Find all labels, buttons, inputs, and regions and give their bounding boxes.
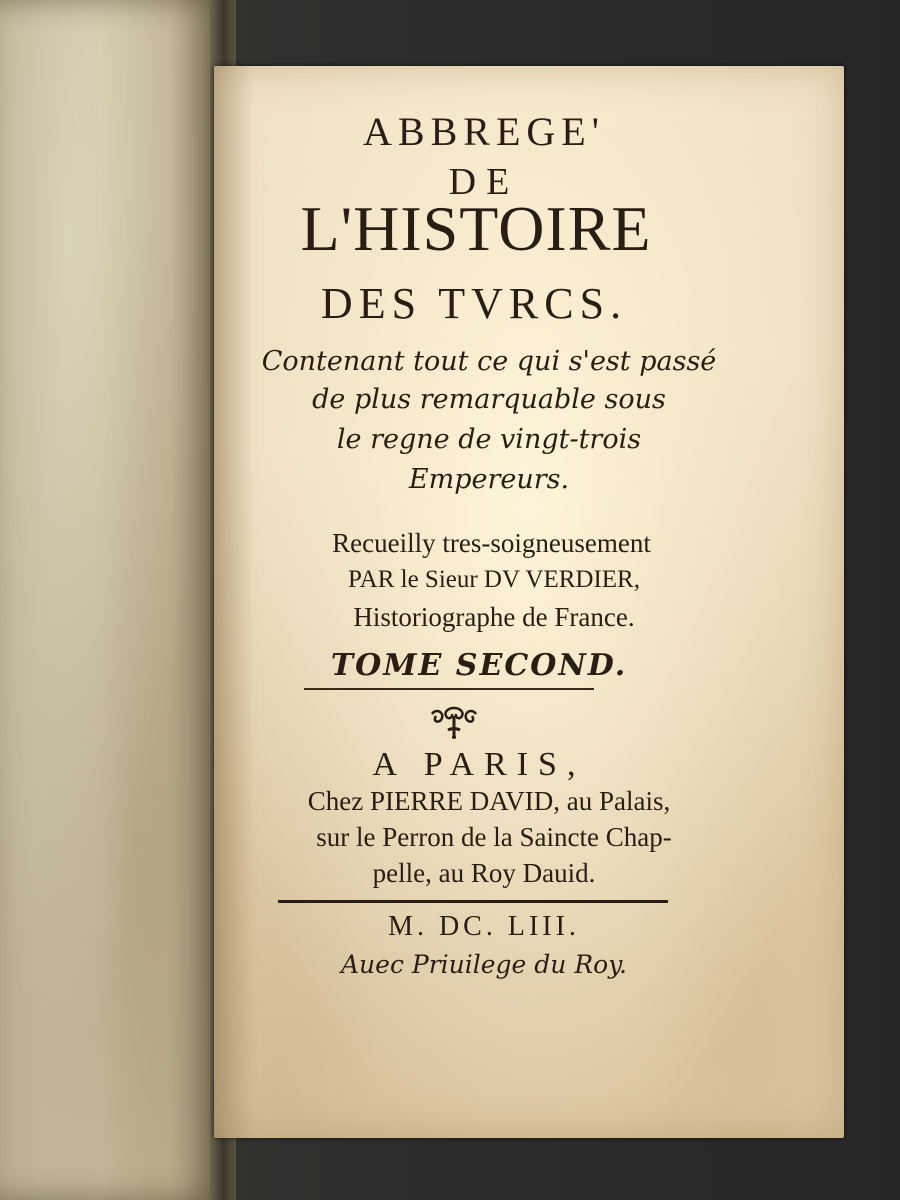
contents-line: le regne de vingt-trois (336, 424, 642, 455)
title-line-turcs: DES TVRCS. (320, 279, 628, 328)
author-line: Historiographe de France. (353, 602, 635, 632)
left-book-leaf (0, 0, 225, 1200)
contents-line: de plus remarquable sous (312, 384, 666, 415)
imprint-city: A PARIS, (372, 746, 586, 783)
author-line: Recueilly tres-soigneusement (332, 528, 651, 558)
imprint-publisher-line: pelle, au Roy Dauid. (372, 858, 596, 888)
volume-label: TOME SECOND. (330, 648, 628, 683)
title-page (214, 66, 844, 1138)
imprint-publisher-line: Chez PIERRE DAVID, au Palais, (307, 786, 671, 816)
title-line-abbrege: ABBREGE' (363, 109, 605, 154)
imprint-publisher-line: sur le Perron de la Saincte Chap- (316, 822, 672, 852)
volume-underline (304, 688, 594, 690)
author-line: PAR le Sieur DV VERDIER, (348, 566, 640, 593)
fleuron-ornament-icon (426, 704, 482, 740)
title-page-text (214, 66, 844, 1138)
title-line-histoire: L'HISTOIRE (300, 193, 652, 264)
imprint-rule (278, 900, 668, 903)
contents-line: Empereurs. (408, 464, 570, 495)
contents-line: Contenant tout ce qui s'est passé (261, 346, 717, 377)
publication-date: M. DC. LIII. (388, 911, 580, 942)
privilege-line: Auec Priuilege du Roy. (341, 950, 627, 979)
title-line-de: DE (448, 161, 520, 203)
